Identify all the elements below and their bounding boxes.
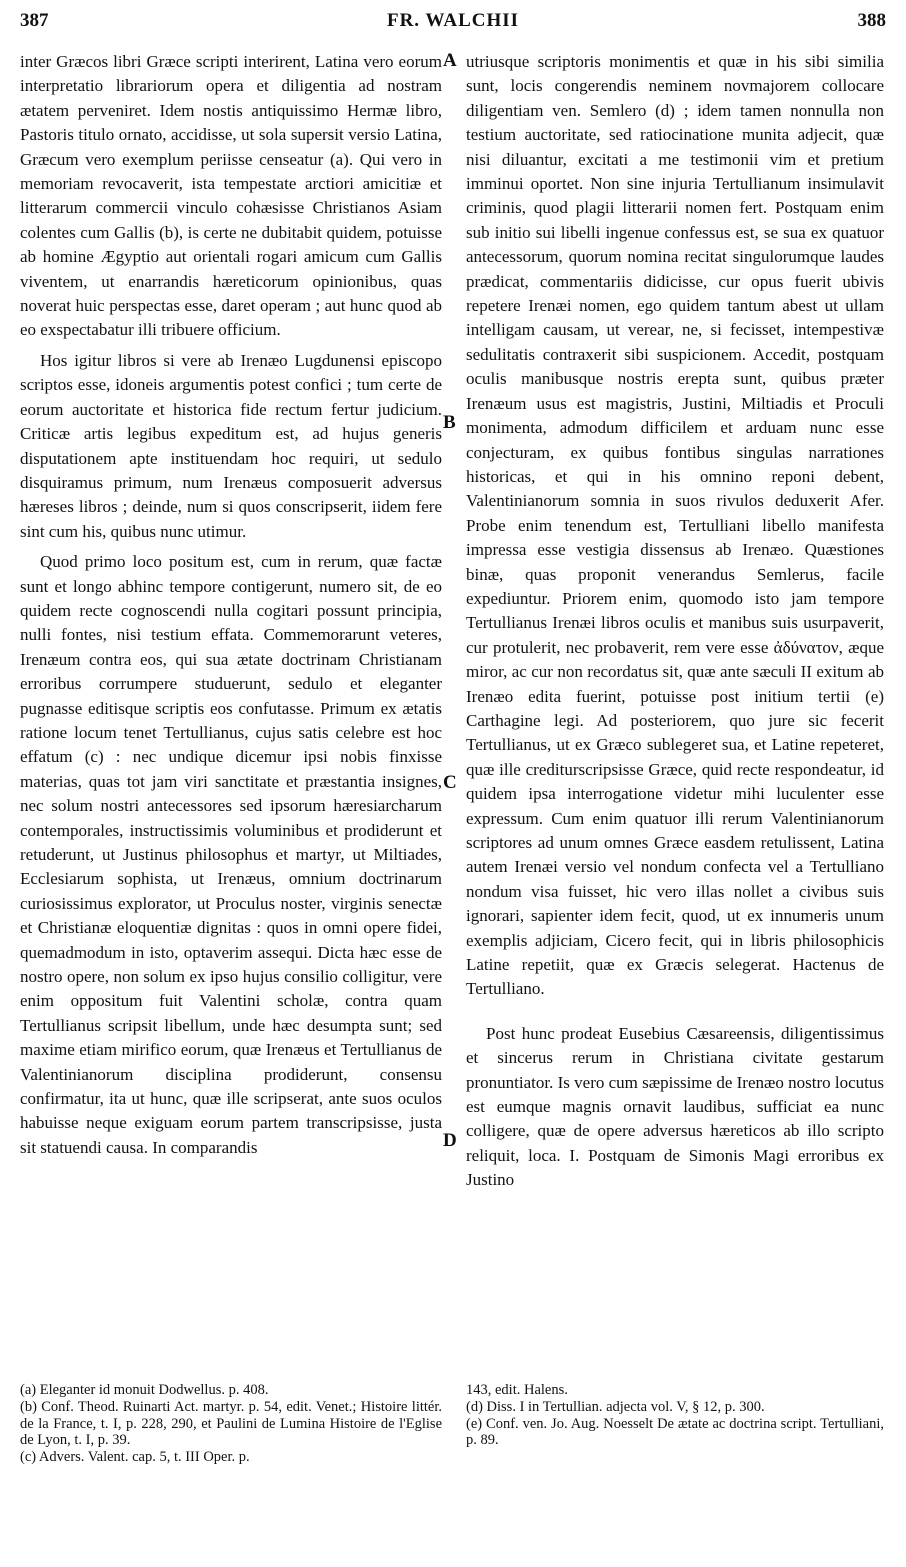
paragraph: inter Græcos libri Græce scripti interirent, Latina vero eorum interpretatio librariorum opera et diligentia ad nostram ætatem perveniret. Idem nostis antiquissimo Hermæ libro, Pastoris titulo ornato, accidisse, ut sola supersit versio Latina, Græcum vero exemplum periisse censeatur (a). Qui vero in memoriam revocaverit, ista tempestate arctiori amicitiæ et litterarum commercii vinculo cohæsisse Christianos Asiam colentes cum Gallis (b), is certe ne dubitabit quidem, potuisse ab homine Ægyptio aut orientali rogari amicum cum Gallis viventem, ut enarrandis hæreticorum opinionibus, quas noverat huic perspectas esse, daret operam ; aut hunc quod ab eo exspectabatur illi tribuere officium. — [20, 52, 442, 340]
footnotes-left — [20, 1382, 442, 1466]
footnote: (a) Eleganter id monuit Dodwellus. p. 408. — [20, 1382, 269, 1398]
section-marker-d: D — [443, 1130, 457, 1151]
section-marker-b: B — [443, 412, 456, 433]
footnote: 143, edit. Halens. — [466, 1382, 568, 1398]
page-number-right: 388 — [857, 10, 886, 31]
footnote: (c) Advers. Valent. cap. 5, t. III Oper. p. — [20, 1449, 250, 1466]
section-marker-c: C — [443, 772, 457, 793]
section-marker-a: A — [443, 50, 457, 71]
page-number-left: 387 — [20, 10, 49, 31]
paragraph: Post hunc prodeat Eusebius Cæsareensis, diligentissimus et sincerus rerum in Christiana civitate gestarum pronuntiator. Is vero cum sæpissime de Irenæo nostro locutus est eumque magnis ornavit laudibus, sufficiat ea nunc colligere, quæ de opere adversus hæreticos ab illo scripto reliquit, loca. I. Postquam de Simonis Magi erroribus ex Justino — [466, 1023, 884, 1190]
paragraph: Hos igitur libros si vere ab Irenæo Lugdunensi episcopo scriptos esse, idoneis argumentis potest confici ; tum certe de eorum auctoritate et historica fide rectum fertur judicium. Criticæ artis legibus expeditum est, ad hujus generis disputationem apte instituendam hoc requiri, ut sedulo disquiramus primum, num Irenæus composuerit adversus hæreses libros ; deinde, num si quos conscripserit, iidem fere sint cum his, quibus nunc utimur. — [20, 350, 442, 541]
right-column — [466, 50, 884, 1199]
paragraph: utriusque scriptoris monimentis et quæ in his sibi similia sunt, locis congerendis neminem novmajorem collocare diligentiam ven. Semlero (d) ; idem tamen nonnulla non testium auctoritate, sed ratiocinatione munita adjecit, quæ nisi diluantur, excitati a me testimonii vim et pretium imminui oportet. Non sine injuria Tertullianum insimulavit criminis, quod plagii litterarii nomen fert. Postquam enim sub initio sui libelli ingenue confessus est, se sua ex quatuor antecessorum, quorum nomina recitat singulorumque laudes prædicat, commentariis didicisse, cur opus fuerit ubivis repetere Irenæi nomen, ego quidem tantum abest ut ullam intelligam causam, ut verear, ne, si fecisset, intempestivæ sedulitatis contraxerit sibi suspicionem. Accedit, postquam oculis manibusque nostris erepta sunt, quibus præter Irenæum usus est magistris, Justini, Miltiadis et Proculi monimenta, admodum difficilem et arduam nunc esse conjecturam, ex quibus fontibus singulas narrationes historicas, et qui in his omnino reponi debent, Valentinianorum somnia in suos rivulos deduxerit Afer. Probe enim tenendum est, Tertulliani libello manifesta impressa esse vestigia dissensus ab Irenæo. Quæstiones binæ, quas proponit venerandus Semlerus, facile expediuntur. Priorem enim, quomodo isto jam tempore Tertullianus Irenæi libros oculis et manibus suis usurpaverit, cur protulerit, nec probaverit, rem vere esse ἀδύνατον, æque miror, ac cur non recordatus sit, quæ ante sæculi II exitum ab Irenæo edita fuerint, potuisse post initium tertii (e) Carthagine legi. Ad posteriorem, quo jure sic fecerit Tertullianus, ut ex Græco sublegeret sua, et Latine repeteret, quæ ille crediturscripsisse Græce, quid recte respondeatur, id quidem ipsa interrogatione videtur mihi luculenter esse expressum. Cum enim quatuor illi rerum Valentinianorum scriptores ad unum omnes Græce easdem retulissent, Latina autem Irenæi versio vel nondum confecta vel a Tertulliano nondum visa fuisset, hic vero illas nollet a civibus suis ignorari, sapienter idem fecit, quod, ut ex innumeris unum exemplis adjiciam, Cicero fecit, qui in libris philosophicis Latine repetiit, quæ ex Græcis selegerat. Hactenus de Tertulliano. — [466, 52, 884, 999]
running-header — [20, 10, 886, 40]
footnote: (e) Conf. ven. Jo. Aug. Noesselt De ætate ac doctrina script. Tertulliani, p. 89. — [466, 1415, 884, 1449]
left-column — [20, 50, 442, 1166]
footnotes-right — [466, 1382, 884, 1449]
paragraph: Quod primo loco positum est, cum in rerum, quæ factæ sunt et longo abhinc tempore contigerunt, numero sit, de eo quidem recte cognoscendi nulla cogitari possunt principia, nulli fontes, nisi testium effata. Commemorarunt veteres, Irenæum contra eos, qui sua ætate doctrinam Christianam erroribus corrumpere studuerunt, sedulo et eleganter pugnasse editisque scriptis eos confutasse. Primum ex ætatis ratione locum tenet Tertullianus, cujus satis celebre est hoc effatum (c) : nec undique dicemur ipsi nobis finxisse materias, quas tot jam viri sanctitate et præstantia insignes, nec solum nostri antecessores sed ipsorum hæresiarcharum contemporales, instructissimis voluminibus et prodiderunt et retuderunt, ut Justinus philosophus et martyr, ut Miltiades, Ecclesiarum sophista, ut Irenæus, omnium doctrinarum curiosissimus explorator, ut Proculus noster, virginis senectæ et Christianæ eloquentiæ dignitas : quos in omni opere fidei, quemadmodum in isto, optaverim assequi. Dicta hæc esse de nostro opere, non solum ex ipso hujus consilio colligitur, vere enim oppositum fuit Valentini scholæ, contra quam Tertullianus scripsit libellum, unde hæc desumpta sunt; sed maxime etiam mirifico eorum, quæ Irenæus et Tertullianus de Valentinianorum disciplina prodiderunt, consensu confirmatur, ita ut hunc, quæ ille scripserat, ante suos oculos habuisse neque exiguam eorum partem transcripsisse, justa sit statuendi causa. In comparandis — [20, 552, 442, 1157]
footnote: (b) Conf. Theod. Ruinarti Act. martyr. p. 54, edit. Venet.; Histoire littér. de la France, t. I, p. 228, 290, et Paulini de Lumina Histoire de l'Eglise de Lyon, t. I, p. 39. — [20, 1398, 442, 1449]
footnote: (d) Diss. I in Tertullian. adjecta vol. V, § 12, p. 300. — [466, 1398, 765, 1415]
running-title: FR. WALCHII — [386, 10, 520, 31]
